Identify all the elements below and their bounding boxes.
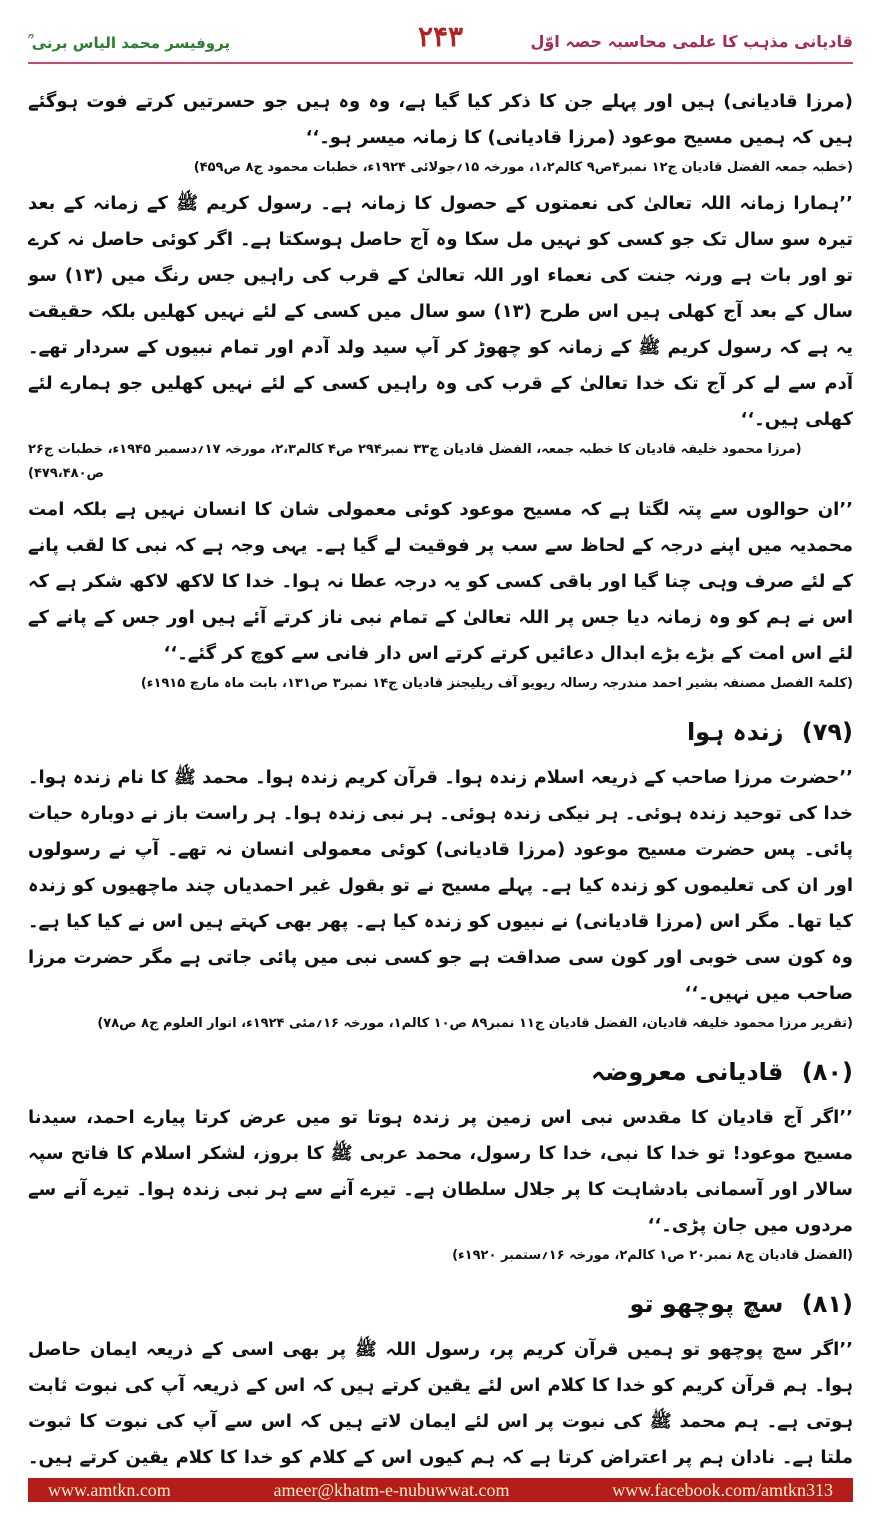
citation: (الفضل قادیان ج۸ نمبر۲۰ ص۱ کالم۲، مورخہ ۱۶؍ستمبر ۱۹۲۰ء) xyxy=(452,1248,853,1263)
header-divider xyxy=(28,62,853,64)
paragraph: ’’اگر آج قادیان کا مقدس نبی اس زمین پر زندہ ہوتا تو میں عرض کرتا پیارے احمد، سیدنا مسیح موعود! تو خدا کا نبی، خدا کا رسول، محمد عربی ﷺ کا بروز، لشکر اسلام کا فاتح سپہ سالار اور آسمانی بادشاہت کا پر جلال سلطان ہے۔ تیرے آنے سے ہر نبی زندہ ہوا۔ تیرے آنے سے مردوں میں جان پڑی۔‘‘ xyxy=(28,1107,853,1236)
citation: (تقریر مرزا محمود خلیفہ قادیان، الفضل قادیان ج۱۱ نمبر۸۹ ص۱۰ کالم۱، مورخہ ۱۶؍مئی ۱۹۲۴ء، انوار العلوم ج۸ ص۷۸) xyxy=(97,1016,853,1031)
paragraph: ’’ان حوالوں سے پتہ لگتا ہے کہ مسیح موعود کوئی معمولی شان کا انسان نہیں ہے بلکہ امت محمدیہ میں اپنے درجہ کے لحاظ سے سب پر فوقیت لے گیا ہے۔ یہی وجہ ہے کہ نبی کا لقب پانے کے لئے صرف وہی چنا گیا اور باقی کسی کو یہ درجہ عطا نہ ہوا۔ خدا کا لاکھ لاکھ شکر ہے کہ اس نے ہم کو وہ زمانہ دیا جس پر اللہ تعالیٰ کے تمام نبی ناز کرتے آئے ہیں اور جس کے پانے کے لئے اس امت کے بڑے بڑے ابدال دعائیں کرتے کرتے اس دار فانی سے کوچ کر گئے۔‘‘ xyxy=(28,499,853,664)
section-number: (۸۰) xyxy=(801,1058,853,1086)
page-header xyxy=(28,14,853,64)
paragraph: (مرزا قادیانی) ہیں اور پہلے جن کا ذکر کیا گیا ہے، وہ وہ ہیں جو حسرتیں کرتے فوت ہوگئے ہیں کہ ہمیں مسیح موعود (مرزا قادیانی) کا زمانہ میسر ہو۔‘‘ xyxy=(28,91,853,148)
section-title: سچ پوچھو تو xyxy=(629,1290,784,1318)
paragraph: ’’اگر سچ پوچھو تو ہمیں قرآن کریم پر، رسول اللہ ﷺ پر بھی اسی کے ذریعہ ایمان حاصل ہوا۔ ہم قرآن کریم کو خدا کا کلام اس لئے یقین کرتے ہیں کہ اس کے ذریعہ آپ کی نبوت ثابت ہوتی ہے۔ ہم محمد ﷺ کی نبوت پر اس لئے ایمان لاتے ہیں کہ اس سے آپ کی نبوت کا ثبوت ملتا ہے۔ نادان ہم پر اعتراض کرتا ہے کہ ہم کیوں اس کے کلام کو خدا کا کلام یقین کرتے ہیں۔ xyxy=(28,1339,853,1468)
section-heading xyxy=(28,712,853,752)
citation: (مرزا محمود خلیفہ قادیان کا خطبہ جمعہ، الفضل قادیان ج۳۳ نمبر۲۹۴ ص۴ کالم۲،۳، مورخہ ۱۷؍دسمبر ۱۹۴۵ء، خطبات ج۲۶ ص۴۷۹،۴۸۰) xyxy=(28,442,802,481)
citation: (کلمۃ الفصل مصنفہ بشیر احمد مندرجہ رسالہ ریویو آف ریلیجنز قادیان ج۱۴ نمبر۳ ص۱۳۱، بابت ماہ مارچ ۱۹۱۵ء) xyxy=(140,676,853,691)
section-heading xyxy=(28,1284,853,1324)
email-link[interactable]: ameer@khatm-e-nubuwwat.com xyxy=(273,1479,510,1500)
citation: (خطبہ جمعہ الفضل قادیان ج۱۲ نمبر۴ص۹ کالم۱،۲، مورخہ ۱۵؍جولائی ۱۹۲۴ء، خطبات محمود ج۸ ص۴۵۹) xyxy=(193,160,853,175)
section-number: (۷۹) xyxy=(801,718,853,746)
section-heading xyxy=(28,1052,853,1092)
page-content xyxy=(28,84,853,1469)
book-title: قادیانی مذہب کا علمی محاسبہ حصہ اوّل xyxy=(530,32,853,51)
section-title: قادیانی معروضہ xyxy=(591,1058,784,1086)
author-name: پروفیسر محمد الیاس برنی ؒ xyxy=(28,34,231,52)
section-number: (۸۱) xyxy=(801,1290,853,1318)
page-footer xyxy=(28,1478,853,1502)
website-link[interactable]: www.amtkn.com xyxy=(48,1479,171,1500)
page-number: ۲۴۳ xyxy=(417,20,464,53)
paragraph: ’’حضرت مرزا صاحب کے ذریعہ اسلام زندہ ہوا۔ قرآن کریم زندہ ہوا۔ محمد ﷺ کا نام زندہ ہوا۔ خدا کی توحید زندہ ہوئی۔ ہر نیکی زندہ ہوئی۔ ہر نبی زندہ ہوا۔ ہر راست باز نے دوبارہ حیات پائی۔ پس حضرت مسیح موعود (مرزا قادیانی) کوئی معمولی انسان نہ تھے۔ آپ نے رسولوں اور ان کی تعلیموں کو زندہ کیا ہے۔ پہلے مسیح نے تو بقول غیر احمدیاں چند ماچھیوں کو زندہ کیا تھا۔ مگر اس (مرزا قادیانی) نے نبیوں کو زندہ کیا ہے۔ پھر بھی کہتے ہیں اس نے کیا کیا ہے۔ وہ کون سی خوبی اور کون سی صداقت ہے جو کسی نبی میں پائی جاتی ہے مگر حضرت مرزا صاحب میں نہیں۔‘‘ xyxy=(28,767,853,1004)
section-title: زندہ ہوا xyxy=(686,718,784,746)
paragraph: ’’ہمارا زمانہ اللہ تعالیٰ کی نعمتوں کے حصول کا زمانہ ہے۔ رسول کریم ﷺ کے زمانہ کے بعد تیرہ سو سال تک جو کسی کو نہیں مل سکا وہ آج حاصل ہوسکتا ہے۔ اگر کوئی حاصل نہ کرے تو اور بات ہے ورنہ جنت کی نعماء اور اللہ تعالیٰ کے قرب کی راہیں جس رنگ میں (۱۳) سو سال کے بعد آج کھلی ہیں اس طرح (۱۳) سو سال میں کسی کے لئے نہیں کھلیں بلکہ حقیقت یہ ہے کہ رسول کریم ﷺ کے زمانہ کو چھوڑ کر آپ سید ولد آدم اور تمام نبیوں کے سردار تھے۔ آدم سے لے کر آج تک خدا تعالیٰ کے قرب کی وہ راہیں کسی کے لئے نہیں کھلیں جو ہمارے لئے کھلی ہیں۔‘‘ xyxy=(28,193,853,430)
facebook-link[interactable]: www.facebook.com/amtkn313 xyxy=(612,1479,833,1500)
